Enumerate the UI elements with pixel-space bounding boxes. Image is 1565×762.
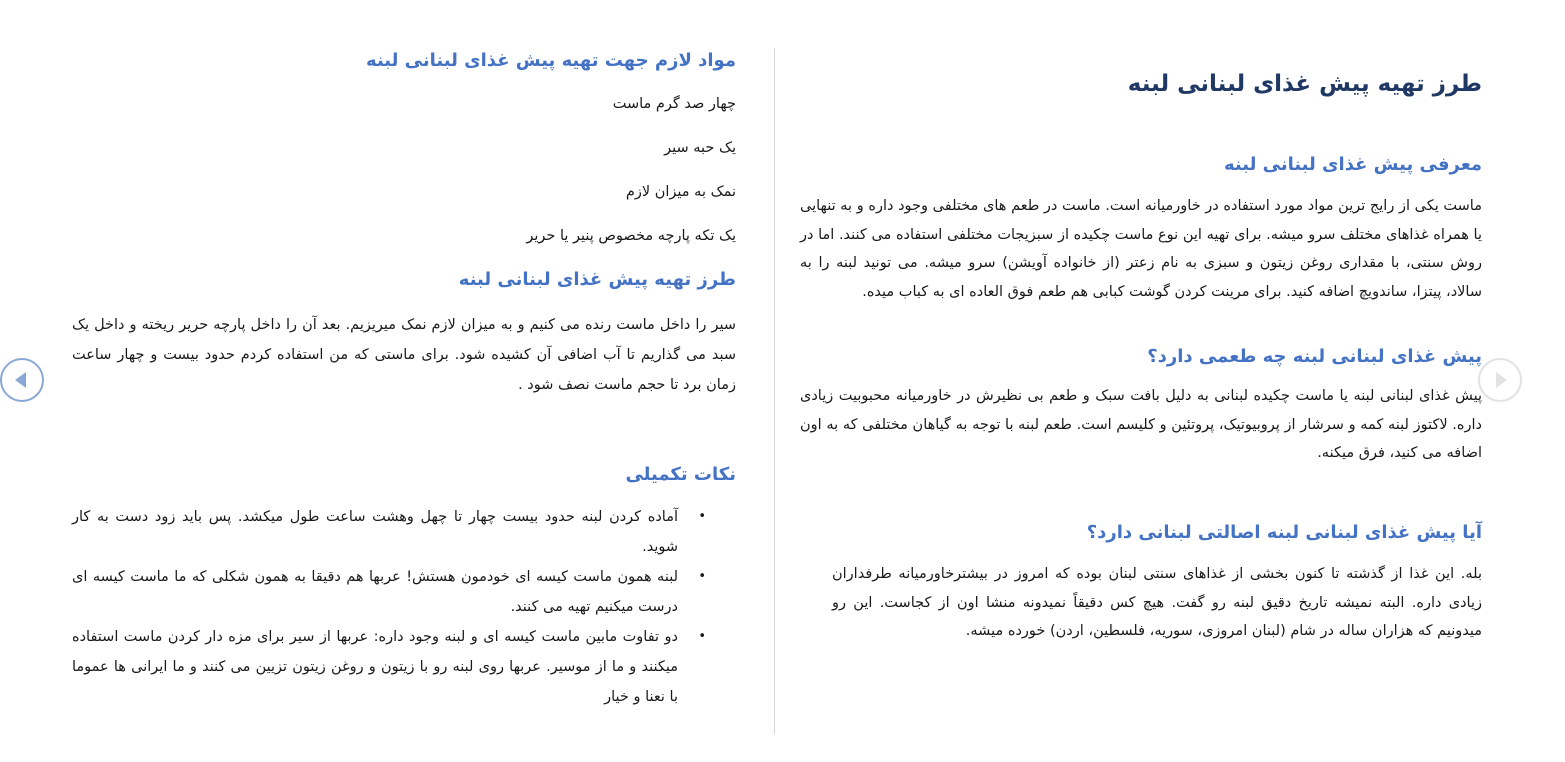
tips-list (72, 502, 736, 712)
next-page-button[interactable] (1478, 358, 1522, 402)
tip-item (72, 502, 736, 562)
method-paragraph: سیر را داخل ماست رنده می کنیم و به میزان لازم نمک میریزیم. بعد آن را داخل پارچه حریر ریخته و داخل یک سبد می گذاریم تا آب اضافی آن کشیده شود. برای ماستی که من استفاده کردم حدود بیست و چهار ساعت زمان برد تا حجم ماست نصف شود . (72, 317, 736, 393)
intro-heading: معرفی پیش غذای لبنانی لبنه (1223, 154, 1482, 175)
taste-paragraph: پیش غذای لبنانی لبنه یا ماست چکیده لبنانی به دلیل بافت سبک و طعم بی نظیرش در خاورمیانه محبوبیت زیادی داره. لاکتوز لبنه کمه و سرشار از پروبیوتیک، پروتئین و کلیسم است. طعم لبنه با توجه به گیاهان مختلفی که به اون اضافه می کنید، فرق میکنه. (800, 388, 1482, 461)
ingredients-heading: مواد لازم جهت تهیه پیش غذای لبنانی لبنه (366, 50, 736, 71)
chevron-left-icon (2, 360, 42, 400)
origin-heading: آیا پیش غذای لبنانی لبنه اصالتی لبنانی دارد؟ (1086, 522, 1482, 543)
chevron-right-icon (1480, 360, 1520, 400)
tips-heading: نکات تکمیلی (625, 464, 736, 485)
bullet-icon: • (698, 629, 706, 644)
ingredient-item: چهار صد گرم ماست (612, 96, 736, 112)
page-divider (774, 48, 775, 734)
tip-item (72, 562, 736, 622)
bullet-icon: • (698, 509, 706, 524)
bullet-icon: • (698, 569, 706, 584)
ingredient-item: نمک به میزان لازم (625, 184, 736, 200)
taste-heading: پیش غذای لبنانی لبنه چه طعمی دارد؟ (1147, 346, 1482, 367)
ingredient-item: یک حبه سیر (664, 140, 736, 156)
tip-text: دو تفاوت مابین ماست کیسه ای و لبنه وجود داره: عربها از سیر برای مزه دار کردن ماست استفاده میکنند و ما از موسیر. عربها روی لبنه رو با زیتون و روغن زیتون تزیین می کنند و ما ایرانی ها عموما با نعنا و خیار (72, 629, 678, 705)
previous-page-button[interactable] (0, 358, 44, 402)
intro-paragraph: ماست یکی از رایج ترین مواد مورد استفاده در خاورمیانه است. ماست در طعم های مختلفی وجود داره و به تنهایی یا همراه غذاهای مختلف سرو میشه. برای تهیه این نوع ماست چکیده از سبزیجات مختلفی استفاده می کنند. اما در روش سنتی، با مقداری روغن زیتون و سبزی به نام زعتر (از خانواده آویشن) سرو میشه. می تونید لبنه را به سالاد، پیتزا، ساندویچ اضافه کنید. برای مرینت کردن گوشت کبابی هم طعم فوق العاده ای به کباب میده. (800, 198, 1482, 300)
page-title: طرز تهیه پیش غذای لبنانی لبنه (1127, 71, 1482, 97)
origin-paragraph: بله. این غذا از گذشته تا کنون بخشی از غذاهای سنتی لبنان بوده که امروز در بیشترخاورمیانه طرفداران زیادی داره. البته نمیشه تاریخ دقیق لبنه رو گفت. هیچ کس دقیقاً نمیدونه منشا اون از کجاست. این رو میدونیم که هزاران ساله در شام (لبنان امروزی، سوریه، فلسطین، اردن) خورده میشه. (832, 566, 1482, 639)
ingredient-item: یک تکه پارچه مخصوص پنیر یا حریر (526, 228, 736, 244)
tip-item (72, 622, 736, 712)
tip-text: آماده کردن لبنه حدود بیست چهار تا چهل وهشت ساعت طول میکشد. پس باید زود دست به کار شوید. (72, 509, 678, 555)
tip-text: لبنه همون ماست کیسه ای خودمون هستش! عربها هم دقیقا به همون شکلی که ما ماست کیسه ای درست میکنیم تهیه می کنند. (72, 569, 678, 615)
method-heading: طرز تهیه پیش غذای لبنانی لبنه (458, 269, 736, 290)
